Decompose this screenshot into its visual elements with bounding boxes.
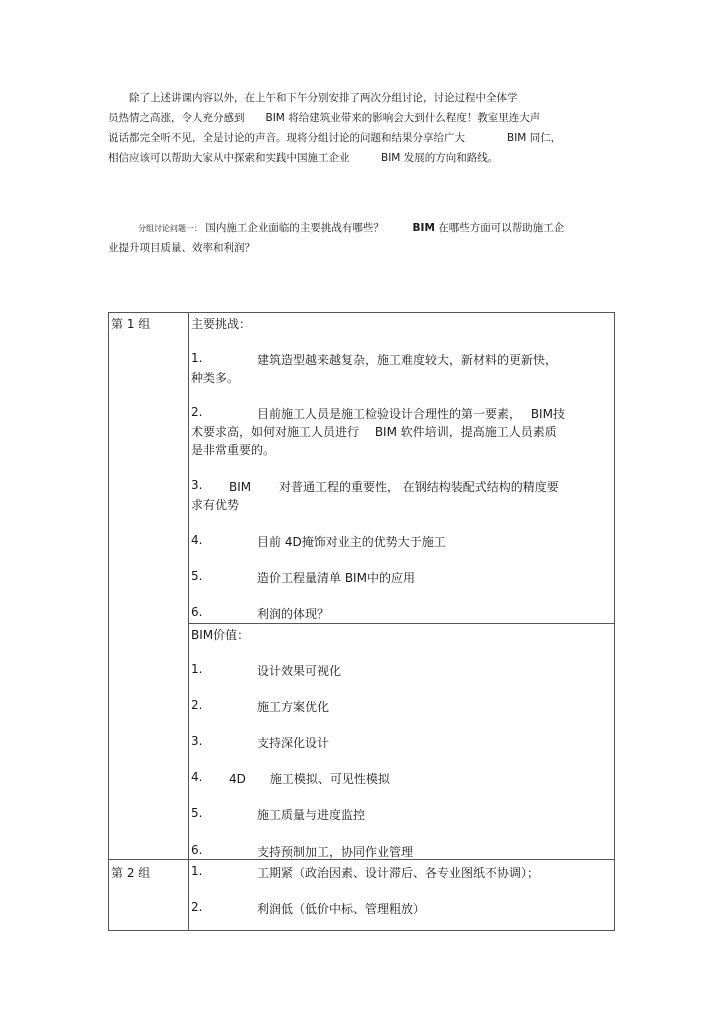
intro-line: 相信应该可以帮助大家从中探索和实践中国施工企业 BIM 发展的方向和路线。 <box>108 152 499 164</box>
question-line2: 业提升项目质量、效率和利润？ <box>108 242 255 254</box>
question-text-c: 在哪些方面可以帮助施工企 <box>438 222 565 234</box>
question-text-a: 国内施工企业面临的主要挑战有哪些？ <box>205 222 384 234</box>
question-bim: BIM <box>412 222 435 234</box>
discussion-table: 第 1 组 主要挑战： 1. 建筑造型越来越复杂，施工难度较大，新材料的更新快， 种类多。 2. 目前施工人员是施工检验设计合理性的第一要素， BIM技 术要求高，如何对施工人员进行 BIM 软件培训，提高施工人员素质 是非常重要的。 3. BIM 对普通工程的重要性， 在钢结构装配式结构的精度要 求有优势 4. 目前 4D掩饰对业主的优势大于施工 5. 造价工程量清单 BIM中的应用 6. 利润的体现？ BIM价值： 1. 设计效果可视化 2. 施工方案优化 3. 支持深化设计 4. 4D 施工模拟、可见性模拟 5. 施工质量与进度监控 6. 支持预制加工，协同作业管理 第 2 组 1. 工期紧（政治因素、设计滞后、各专业图纸不协调）； 2. 利润低（低价中标、管理粗放） <box>108 312 615 931</box>
intro-line: 说话都完全听不见，全是讨论的声音。现将分组讨论的问题和结果分享给广大 BIM 同仁， <box>108 132 562 144</box>
challenges-title: 主要挑战： <box>191 317 252 331</box>
intro-line: 员热情之高涨，令人充分感到 BIM 将给建筑业带来的影响会大到什么程度！教室里连大声 <box>108 112 541 124</box>
bim-value-title: BIM价值： <box>191 628 250 642</box>
intro-line: 除了上述讲课内容以外，在上午和下午分别安排了两次分组讨论，讨论过程中全体学 <box>108 92 518 104</box>
group-2-label: 第 2 组 <box>111 866 151 880</box>
row-divider <box>188 623 614 624</box>
question-tag: 分组讨论问题一： <box>138 224 202 233</box>
group-1-label: 第 1 组 <box>111 317 151 331</box>
column-divider <box>188 313 189 930</box>
